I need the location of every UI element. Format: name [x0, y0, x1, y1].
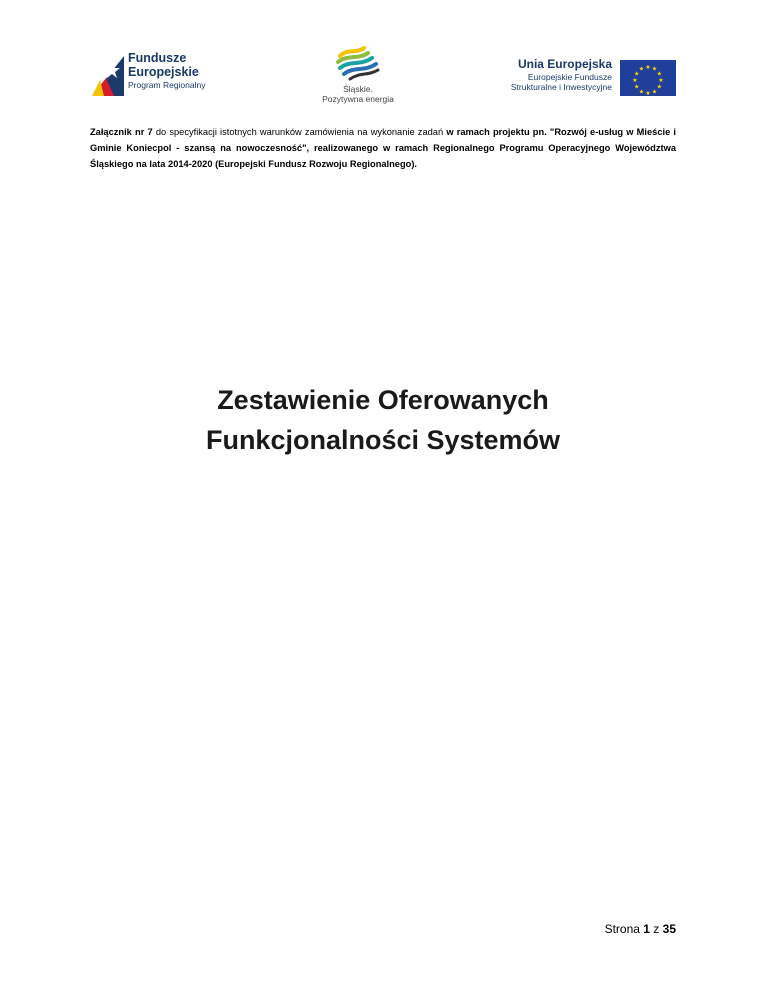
- fe-line1: Fundusze: [128, 51, 187, 65]
- svg-text:★: ★: [658, 77, 664, 84]
- page-number: [605, 922, 676, 936]
- svg-text:★: ★: [651, 88, 658, 96]
- svg-text:★: ★: [634, 70, 640, 78]
- title-line2: Funkcjonalności Systemów: [205, 425, 561, 455]
- svg-text:★: ★: [632, 77, 638, 84]
- page-current: 1: [643, 922, 650, 936]
- fe-star-icon: [90, 50, 126, 98]
- logo-unia-europejska: [500, 58, 676, 98]
- svg-text:★: ★: [656, 83, 662, 91]
- svg-text:★: ★: [645, 64, 651, 71]
- slaskie-line1: Śląskie.: [343, 84, 373, 94]
- slaskie-waves-icon: [316, 44, 400, 84]
- ue-line2: Strukturalne i Inwestycyjne: [510, 81, 612, 92]
- fe-line2: Europejskie: [128, 64, 199, 79]
- logo-slaskie: [316, 44, 400, 106]
- title-line1: Zestawienie Oferowanych: [217, 385, 549, 415]
- slaskie-line2: Pozytywna energia: [322, 94, 394, 104]
- fe-line3: Program Regionalny: [128, 80, 206, 90]
- logo-fundusze-europejskie: [90, 50, 230, 102]
- page-prefix: Strona: [604, 922, 644, 936]
- ue-line1: Europejskie Fundusze: [527, 72, 612, 82]
- svg-text:★: ★: [651, 65, 658, 73]
- svg-text:★: ★: [638, 88, 645, 96]
- annex-paragraph: [90, 124, 676, 172]
- annex-project: w ramach projektu pn. "Rozwój e-usług w Mieście i Gminie Koniecpol - szansą na nowoczesność", realizowanego w ramach Regionalnego Programu Operacyjnego Województwa Śląskiego na lata 2014-2020 (Europejski Fundusz Rozwoju Regionalnego).: [90, 127, 676, 169]
- page-total: 35: [662, 922, 676, 936]
- svg-text:★: ★: [656, 70, 662, 78]
- page-sep: z: [649, 922, 663, 936]
- svg-text:★: ★: [634, 83, 640, 91]
- svg-text:★: ★: [645, 90, 651, 96]
- page-title: [90, 380, 676, 460]
- annex-text: do specyfikacji istotnych warunków zamówienia na wykonanie zadań: [152, 127, 447, 137]
- eu-flag-icon: [620, 60, 676, 96]
- svg-text:★: ★: [638, 65, 645, 73]
- annex-label: Załącznik nr 7: [90, 127, 153, 137]
- ue-title: Unia Europejska: [517, 57, 612, 71]
